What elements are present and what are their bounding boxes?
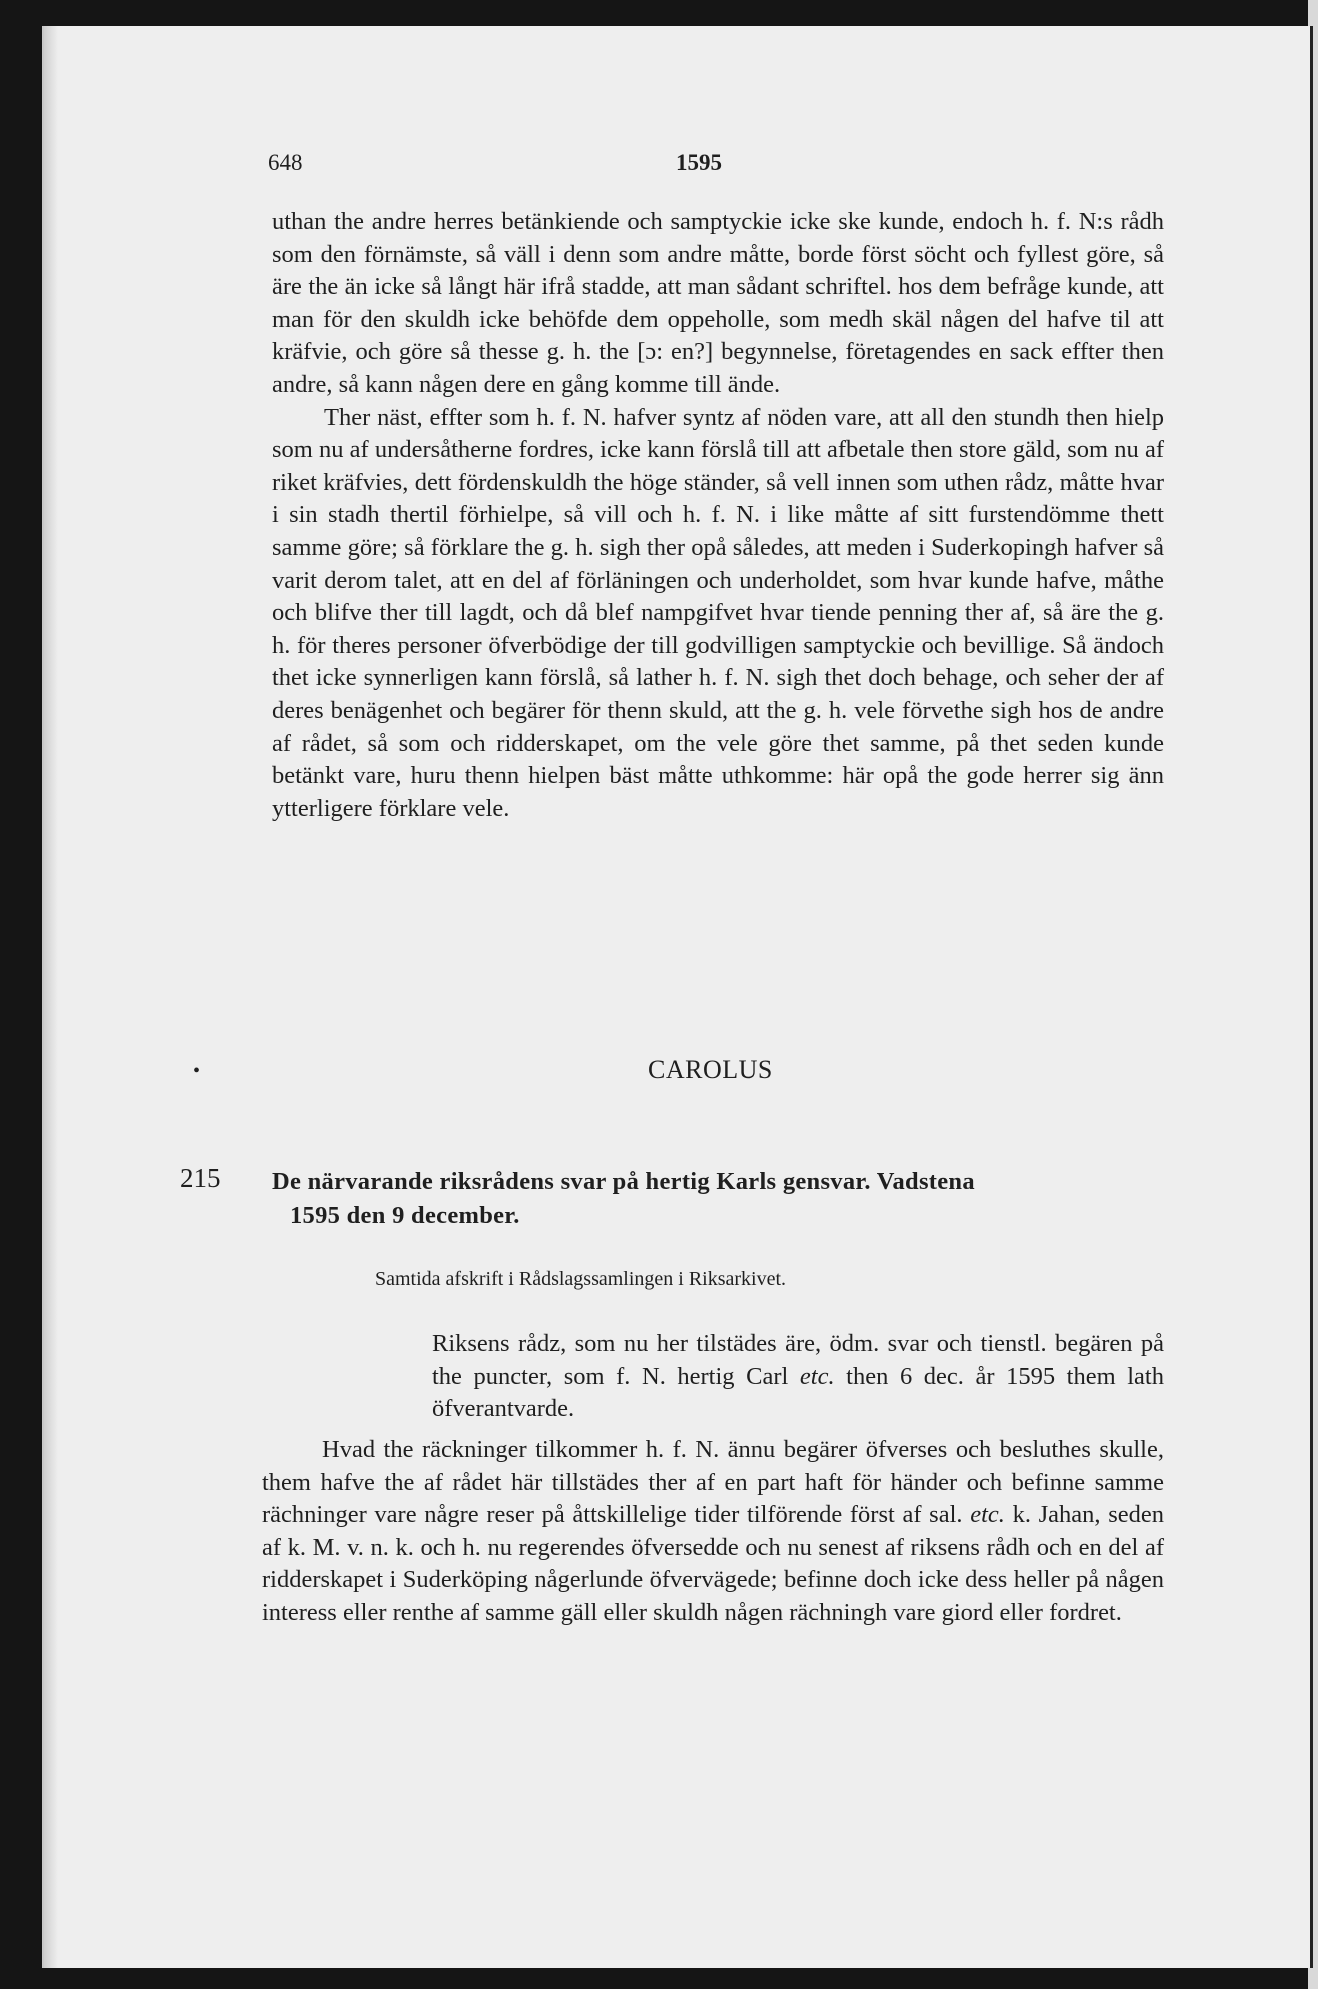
source-note: Samtida afskrift i Rådslagssamlingen i Riksarkivet.: [375, 1268, 787, 1290]
body-text: k. Jahan, seden af k. M. v. n. k. och h. nu regerendes öfversedde och nu senest af riksens rådh och en del af ridderskapet i Suderköping någerlunde öfvervägede; befinne doch icke dess heller på någen interess eller renthe af samme gäll eller skuldh någen rächningh vare giord eller fordret.: [262, 1501, 1164, 1626]
document-body-paragraph: [262, 1434, 1164, 1630]
margin-dot: •: [193, 1060, 201, 1082]
document-body: [398, 1328, 1164, 1426]
body-text: Hvad the räckninger tilkommer h. f. N. ännu begärer öfverses och besluthes skulle, them hafve the af rådet här tillstädes ther af en part haft för händer och befinne samme rächninger vare någre reser på åttskillelige tider tilförende först af sal.: [262, 1436, 1164, 1529]
gutter-shadow: [44, 26, 58, 1968]
intro-etc: etc.: [799, 1362, 835, 1390]
running-year: 1595: [676, 150, 722, 175]
intro-paragraph: [398, 1328, 1164, 1426]
document-title: [272, 1165, 1164, 1233]
intro-text: Riksens rådz, som nu her tilstädes äre, ödm. svar och tienstl. begären på the puncter, som f. N. hertig Carl: [432, 1330, 1164, 1390]
page-number: 648: [268, 150, 303, 175]
document-number: 215: [180, 1163, 221, 1193]
intro-text: then 6 dec. år 1595 them lath öfverantvarde.: [432, 1362, 1164, 1423]
running-header: [268, 150, 1168, 184]
signature: CAROLUS: [648, 1055, 773, 1084]
continued-letter-text: [272, 206, 1164, 825]
body-etc: etc.: [970, 1501, 1005, 1529]
paragraph: Ther näst, effter som h. f. N. hafver syntz af nöden vare, att all den stundh then hielp som nu af undersåtherne fordres, icke kann förslå till att afbetale then store gäld, som nu af riket kräfvies, dett fördenskuldh the höge ständer, så vell innen som uthen rådz, måtte hvar i sin stadh thertil förhielpe, så vill och h. f. N. i like måtte af sitt furstendömme thett samme göre; så förklare the g. h. sigh ther opå således, att meden i Suderkopingh hafver så varit derom talet, att en del af förläningen och underholdet, som hvar kunde hafve, måthe och blifve ther till lagdt, och då blef nampgifvet hvar tiende penning ther af, så äre the g. h. för theres personer öfverbödige der till godvilligen samptyckie och bevillige. Så ändoch thet icke synnerligen kann förslå, så lather h. f. N. sigh thet doch behage, och seher der af deres benägenhet och begärer för thenn skuld, att the g. h. vele förvethe sigh hos de andre af rådet, så som och ridderskapet, om the vele göre thet samme, på thet seden kunde betänkt vare, huru thenn hielpen bäst måtte uthkomme: här opå the gode herrer sig änn ytterligere förklare vele.: [272, 403, 1164, 822]
title-line: De närvarande riksrådens svar på hertig Karls gensvar. Vadstena: [272, 1168, 975, 1195]
title-line: 1595 den 9 december.: [290, 1202, 520, 1229]
paragraph: [262, 1434, 1164, 1630]
paragraph: uthan the andre herres betänkiende och samptyckie icke ske kunde, endoch h. f. N:s rådh som den förnämste, så väll i denn som andre måtte, borde först söcht och fyllest göre, så äre the än icke så långt här ifrå stadde, att man sådant schriftel. hos dem befråge kunde, att man för den skuldh icke behöfde dem oppeholle, som medh skäl någen del hafve til att kräfvie, och göre så thesse g. h. the [ɔ: en?] begynnelse, företagendes en sack effter then andre, så kann någen dere en gång komme till ände.: [272, 208, 1164, 398]
